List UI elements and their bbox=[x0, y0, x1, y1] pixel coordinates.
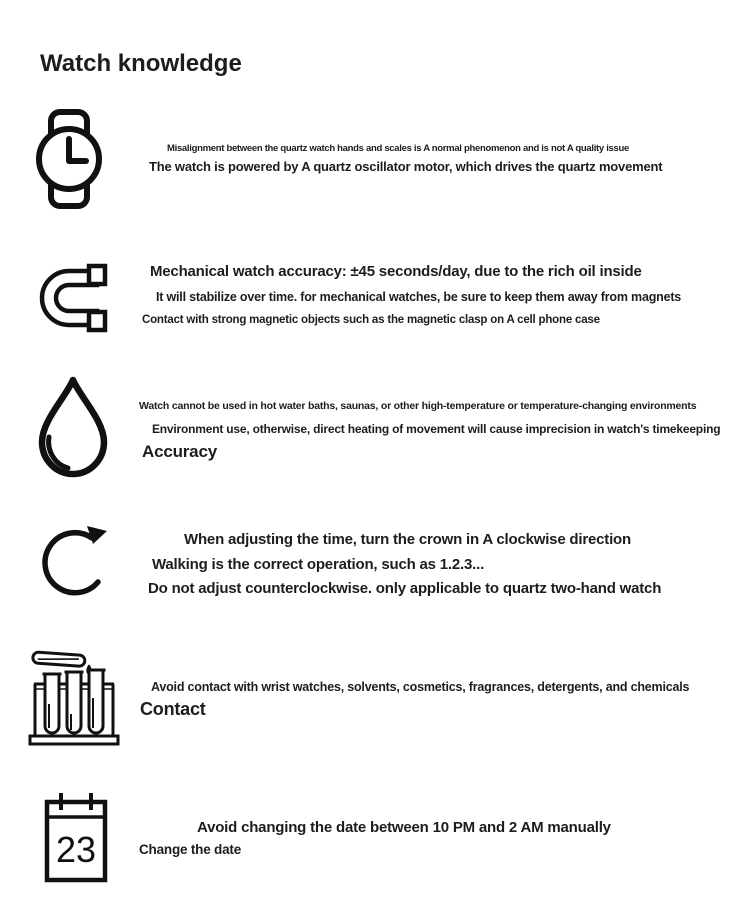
quartz-main-text: The watch is powered by A quartz oscillator motor, which drives the quartz movement bbox=[149, 159, 663, 174]
date-main-text: Avoid changing the date between 10 PM and 2 AM manually bbox=[197, 819, 611, 836]
magnet-main-text: Mechanical watch accuracy: ±45 seconds/day, due to the rich oil inside bbox=[150, 263, 642, 280]
clockwise-rotation-icon bbox=[34, 512, 114, 608]
crown-warning-text: Do not adjust counterclockwise. only applicable to quartz two-hand watch bbox=[148, 580, 662, 597]
calendar-icon bbox=[40, 786, 112, 886]
magnet-sub-text: It will stabilize over time. for mechanical watches, be sure to keep them away from magnets bbox=[156, 290, 682, 304]
page-title: Watch knowledge bbox=[40, 50, 242, 78]
temperature-heading-text: Accuracy bbox=[142, 442, 217, 461]
magnet-note-text: Contact with strong magnetic objects such as the magnetic clasp on A cell phone case bbox=[142, 314, 600, 326]
quartz-note-text: Misalignment between the quartz watch hands and scales is A normal phenomenon and is not A quality issue bbox=[167, 143, 630, 154]
crown-sub-text: Walking is the correct operation, such as 1.2.3... bbox=[152, 556, 485, 573]
date-heading-text: Change the date bbox=[139, 842, 242, 857]
water-drop-icon bbox=[32, 374, 114, 480]
chemicals-main-text: Avoid contact with wrist watches, solvents, cosmetics, fragrances, detergents, and chemicals bbox=[151, 680, 690, 694]
magnet-icon bbox=[33, 262, 117, 334]
test-tubes-icon bbox=[27, 642, 121, 748]
temperature-sub-text: Environment use, otherwise, direct heating of movement will cause imprecision in watch's timekeeping bbox=[152, 422, 721, 436]
crown-main-text: When adjusting the time, turn the crown in A clockwise direction bbox=[184, 531, 631, 548]
calendar-day-number: 23 bbox=[55, 829, 97, 870]
chemicals-heading-text: Contact bbox=[140, 699, 206, 719]
temperature-note-text: Watch cannot be used in hot water baths, saunas, or other high-temperature or temperature-changing environments bbox=[139, 400, 697, 412]
wrist-watch-icon bbox=[34, 108, 104, 210]
